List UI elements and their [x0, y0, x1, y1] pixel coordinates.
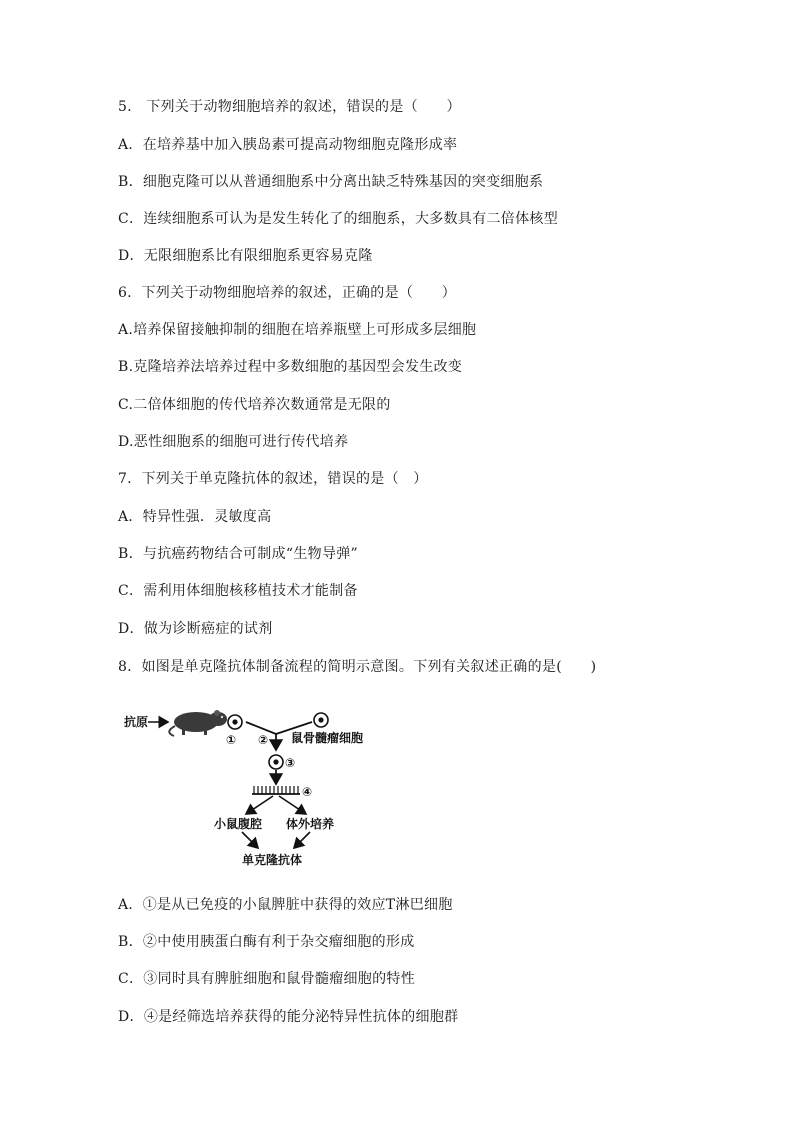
- step-3-label: ③: [285, 756, 296, 770]
- step-1-label: ①: [226, 733, 237, 747]
- culture-plate-icon: [252, 786, 300, 794]
- question-7-option-b: B．与抗癌药物结合可制成“生物导弹”: [118, 546, 359, 562]
- mouse-abdomen-label: 小鼠腹腔: [214, 817, 263, 831]
- in-vitro-culture-label: 体外培养: [286, 817, 335, 831]
- abdomen-arrow: [246, 796, 273, 814]
- spleen-cell-icon: [228, 715, 242, 729]
- hybridoma-cell-icon: [269, 755, 283, 769]
- monoclonal-antibody-label: 单克隆抗体: [242, 853, 303, 867]
- abdomen-to-mab-arrow: [242, 832, 258, 848]
- antigen-label: 抗原: [124, 715, 149, 729]
- mouse-icon: [169, 710, 227, 736]
- question-8-option-b: B．②中使用胰蛋白酶有利于杂交瘤细胞的形成: [118, 934, 415, 950]
- question-6-stem: 6．下列关于动物细胞培养的叙述，正确的是（ ）: [118, 285, 457, 301]
- question-6-option-c: C.二倍体细胞的传代培养次数通常是无限的: [118, 397, 391, 413]
- myeloma-label: 鼠骨髓瘤细胞: [291, 731, 364, 745]
- question-7-option-a: A．特异性强．灵敏度高: [118, 509, 272, 525]
- question-7-option-c: C．需利用体细胞核移植技术才能制备: [118, 583, 358, 599]
- invitro-to-mab-arrow: [294, 832, 310, 848]
- monoclonal-antibody-flow-diagram: [118, 702, 378, 872]
- question-6-option-d: D.恶性细胞系的细胞可进行传代培养: [118, 434, 349, 450]
- question-8-stem: 8．如图是单克隆抗体制备流程的简明示意图。下列有关叙述正确的是( ): [118, 659, 597, 675]
- question-8-option-d: D．④是经筛选培养获得的能分泌特异性抗体的细胞群: [118, 1009, 459, 1025]
- question-5-option-c: C．连续细胞系可认为是发生转化了的细胞系，大多数具有二倍体核型: [118, 211, 559, 227]
- question-8-option-a: A．①是从已免疫的小鼠脾脏中获得的效应T淋巴细胞: [118, 897, 453, 913]
- step-4-label: ④: [302, 785, 313, 799]
- question-5-option-d: D．无限细胞系比有限细胞系更容易克隆: [118, 248, 373, 264]
- question-6-option-b: B.克隆培养法培养过程中多数细胞的基因型会发生改变: [118, 359, 463, 375]
- question-7-stem: 7．下列关于单克隆抗体的叙述，错误的是（ ）: [118, 471, 428, 487]
- question-6-option-a: A.培养保留接触抑制的细胞在培养瓶壁上可形成多层细胞: [118, 322, 477, 338]
- question-7-option-d: D．做为诊断癌症的试剂: [118, 621, 273, 637]
- question-8-option-c: C．③同时具有脾脏细胞和鼠骨髓瘤细胞的特性: [118, 971, 416, 987]
- step-2-label: ②: [258, 733, 269, 747]
- question-5-stem: 5． 下列关于动物细胞培养的叙述，错误的是（ ）: [118, 99, 461, 115]
- myeloma-cell-icon: [314, 713, 328, 727]
- question-5-option-a: A．在培养基中加入胰岛素可提高动物细胞克隆形成率: [118, 137, 458, 153]
- question-5-option-b: B．细胞克隆可以从普通细胞系中分离出缺乏特殊基因的突变细胞系: [118, 174, 544, 190]
